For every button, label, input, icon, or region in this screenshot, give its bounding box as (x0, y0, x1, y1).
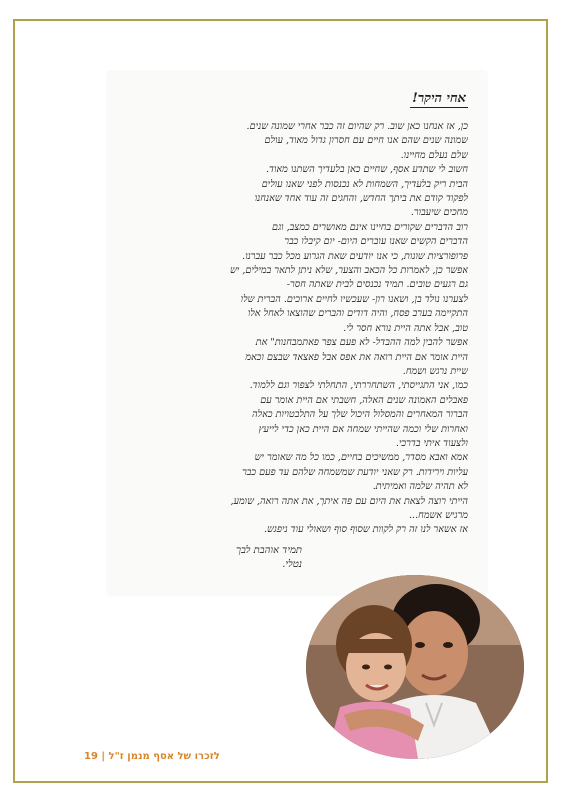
letter-line: אמא ואבא מסדר, ממשיכים בחיים, כמו כל מה שאומר יש (254, 452, 468, 464)
letter-line: כמו, אני התגייסתי, השתחררתי, התחלתי לצפור וגם ללמוד. (249, 380, 468, 392)
page-footer: לזכרו של אסף מנמן ז"ל | 19 (84, 751, 220, 762)
letter-line: פרופורציות שונות, כי אנו יודעים שאת הגרוע מכל כבר עברנו. (242, 250, 468, 262)
letter-line: ולצעוד איתי בדרכי. (395, 437, 468, 449)
letter-line: אפשר כן, לאמרות כל הכאב והצער, שלא ניתן לתאר במילים, יש (229, 265, 468, 277)
letter-signature (172, 544, 302, 572)
letter-line: אפשר להבין למה ההבדל- לא פעם צפר פאתמבחנות" את (255, 337, 468, 349)
letter-line: ואחרות שלי וכמה שהייתי שמחה אם היית כאן כדי לייעץ (258, 423, 468, 435)
letter-line: לפקוד קודם את ביתך החדש, והחגים זה עוד אחד שאנחנו (254, 193, 468, 205)
signature-name: נטלי. (282, 559, 302, 570)
letter-line: שמונה שנים שהם אנו חיים עם חסרון גדול מאוד, עולם (264, 135, 468, 147)
letter-line: היית אומר אם היית רואה את אפס אבל פאצאד שבצם וכאמ (245, 351, 468, 363)
letter-line: הייתי רוצה לצאת את היום עם פה איתך, את אתה רואה, שומע, (230, 495, 468, 507)
letter-line: הדברים הקשים שאנו עוברים היום- יום קיבלו כבר (284, 236, 468, 248)
letter-line: טוב, אבל אתה היית נורא חסר לי. (343, 322, 468, 334)
letter-line: מחכים שיעבור. (410, 207, 468, 219)
letter-line: שלם נעלם מחיינו. (400, 149, 468, 161)
closing-line: תמיד אוהבת לבך (236, 545, 302, 556)
letter-line: גם רגעים טובים. תמיד נכנסים לבית שאתה חסר- (286, 279, 468, 291)
letter-line: עליות וירידות. רק שאני יודעת שמשמחה שלהם עד פעם כבר (242, 466, 468, 478)
letter-body (120, 120, 468, 538)
photo-illustration (306, 575, 524, 759)
letter-line: כן, אז אנחנו כאן שוב. רק שהיום זה כבר אחרי שמונה שנים. (246, 121, 468, 132)
letter-line: מרגיש אשמח... (409, 509, 468, 521)
letter-line: שיית נרגש ושמח. (402, 365, 468, 377)
letter-line: חשוב לי שתדע אסף, שחיים כאן בלעדיך השתנו מאוד. (265, 164, 468, 176)
letter-greeting: אחי היקר! (412, 91, 466, 106)
letter-line: הבית ריק בלעדיך, השמחות לא נכנסות לפני שאנו עולים (261, 178, 468, 190)
scanned-letter (108, 72, 486, 594)
children-photo (306, 575, 524, 759)
letter-line: אז אשאר לנו זה רק לקוות שסוף סוף ושאולי עוד ניפגש. (263, 524, 468, 536)
letter-line: פאבלים האמונה שנים האלה, חשבתי אם היית אומר עם (260, 394, 468, 406)
letter-line: לא תהיה שלמה ואמיתית. (372, 481, 468, 493)
letter-line: הברור המאחרים והמסלול היכול שלך על התלבטויות כאלה (252, 409, 468, 421)
letter-line: לצערנו נולד בן, ושאנו רון- שעכשיו לחיים ארוכים. הברית שלו (240, 293, 468, 305)
letter-line: רוב הדברים שקורים בחיינו אינם מאושרים כמצב, וגם (271, 221, 468, 233)
letter-line: התקיימה בערב פסח, והיה דודים והברים שהוצאו לאחל אלו (247, 308, 468, 320)
